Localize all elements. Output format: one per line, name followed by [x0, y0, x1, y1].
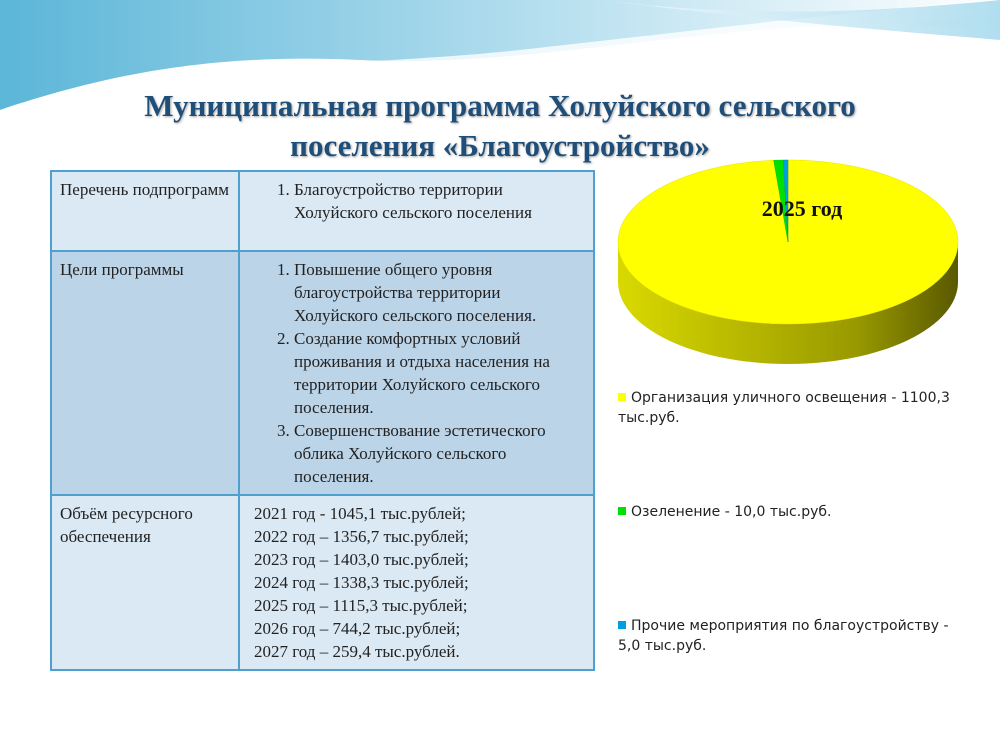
legend-item-lighting: [618, 388, 968, 428]
legend-swatch-other: [618, 621, 626, 629]
page-title-line-1: Муниципальная программа Холуйского сельского: [144, 88, 856, 123]
table-value-funding: [239, 495, 594, 670]
table-row-subprograms: [51, 171, 594, 251]
funding-year-line: 2027 год – 259,4 тыс.рублей.: [254, 642, 460, 661]
legend-label-other: Прочие мероприятия по благоустройству - 5,0 тыс.руб.: [618, 618, 949, 654]
table-key-goals: Цели программы: [51, 251, 239, 495]
table-value-goals: [239, 251, 594, 495]
table-key-subprograms: Перечень подпрограмм: [51, 171, 239, 251]
list-item: 2. Создание комфортных условий проживания и отдыха населения на территории Холуйского сельского поселения.: [294, 327, 585, 419]
funding-year-line: 2022 год – 1356,7 тыс.рублей;: [254, 527, 469, 546]
table-row-goals: [51, 251, 594, 495]
list-item: 3. Совершенствование эстетического облика Холуйского сельского поселения.: [294, 419, 585, 488]
program-info-table: [50, 170, 595, 671]
list-item: 1. Благоустройство территории Холуйского сельского поселения: [294, 178, 585, 224]
funding-year-line: 2023 год – 1403,0 тыс.рублей;: [254, 550, 469, 569]
page-title-line-2: поселения «Благоустройство»: [290, 128, 710, 163]
list-item: 1. Повышение общего уровня благоустройства территории Холуйского сельского поселения.: [294, 258, 585, 327]
legend-swatch-lighting: [618, 393, 626, 401]
funding-year-line: 2025 год – 1115,3 тыс.рублей;: [254, 596, 468, 615]
table-key-funding: Объём ресурсного обеспечения: [51, 495, 239, 670]
table-value-subprograms: [239, 171, 594, 251]
funding-year-line: 2024 год – 1338,3 тыс.рублей;: [254, 573, 469, 592]
funding-year-line: 2026 год – 744,2 тыс.рублей;: [254, 619, 461, 638]
funding-year-line: 2021 год - 1045,1 тыс.рублей;: [254, 504, 466, 523]
legend-label-greening: Озеленение - 10,0 тыс.руб.: [631, 504, 832, 520]
table-row-funding: [51, 495, 594, 670]
chart-title: 2025 год: [761, 196, 843, 221]
legend-label-lighting: Организация уличного освещения - 1100,3 тыс.руб.: [618, 390, 950, 426]
legend-item-greening: [618, 502, 968, 522]
legend-swatch-greening: [618, 507, 626, 515]
pie-chart: [600, 150, 980, 370]
legend-item-other: [618, 616, 968, 656]
